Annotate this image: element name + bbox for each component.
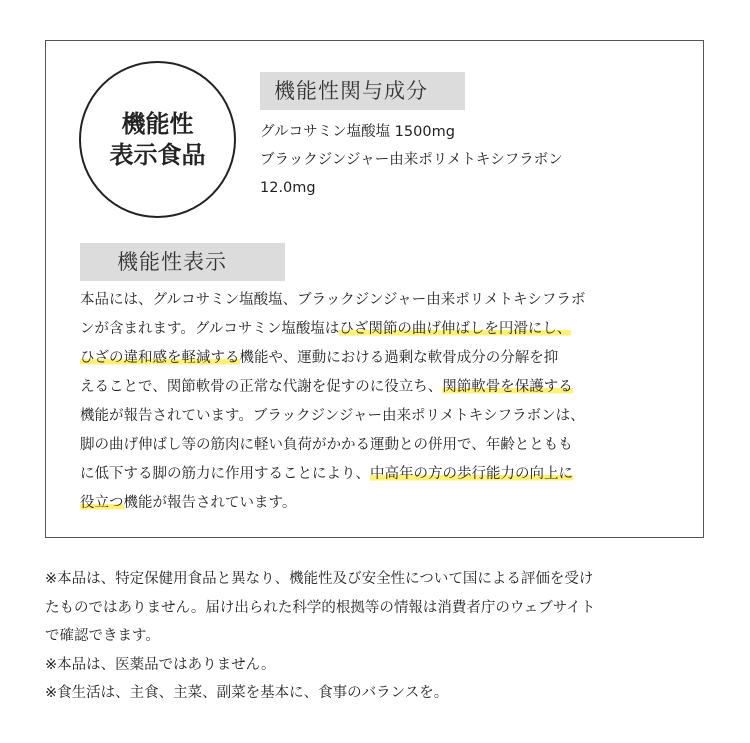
note-line: ※食生活は、主食、主菜、副菜を基本に、食事のバランスを。: [45, 685, 449, 701]
claim-line: [80, 402, 680, 431]
claim-text-segment: に低下する脚の筋力に作用することにより、: [80, 466, 370, 482]
functional-food-badge: [79, 61, 236, 218]
claim-text-segment: 機能や、運動における過剰な軟骨成分の分解を抑: [239, 350, 559, 366]
claim-text-segment: 本品には、グルコサミン塩酸塩、ブラックジンジャー由来ポリメトキシフラボ: [80, 292, 586, 308]
claim-heading: 機能性表示: [80, 243, 285, 281]
highlighted-text: 関節軟骨を保護する: [442, 379, 573, 395]
note-line: たものではありません。届け出られた科学的根拠等の情報は消費者庁のウェブサイト: [45, 599, 596, 616]
note-line: ※本品は、医薬品ではありません。: [45, 656, 276, 673]
claim-text-segment: ンが含まれます。グルコサミン塩酸塩は: [80, 321, 340, 337]
claim-line: [80, 286, 680, 315]
claim-line: [80, 489, 680, 518]
claim-text: [80, 286, 680, 518]
note-line: ※本品は、特定保健用食品と異なり、機能性及び安全性について国による評価を受け: [45, 571, 594, 587]
ingredients-heading: 機能性関与成分: [260, 72, 465, 110]
ingredient-line: グルコサミン塩酸塩 1500mg: [260, 124, 455, 140]
highlighted-text: ひざ関節の曲げ伸ばしを円滑にし、: [339, 321, 572, 337]
highlighted-text: 役立つ: [80, 495, 124, 511]
claim-line: [80, 315, 680, 344]
badge-line-2: 表示食品: [109, 140, 206, 169]
claim-line: [80, 431, 680, 460]
ingredient-line: ブラックジンジャー由来ポリメトキシフラボン: [260, 152, 563, 168]
highlighted-text: 中高年の方の歩行能力の向上に: [370, 466, 573, 482]
claim-text-segment: えることで、関節軟骨の正常な代謝を促すのに役立ち、: [80, 379, 443, 395]
claim-line: [80, 344, 680, 373]
note-line: で確認できます。: [45, 628, 160, 644]
claim-text-segment: 機能が報告されています。: [123, 495, 297, 511]
claim-line: [80, 460, 680, 489]
ingredients-list: [260, 118, 563, 202]
badge-line-1: 機能性: [121, 109, 194, 138]
notes: [45, 565, 595, 708]
claim-text-segment: 脚の曲げ伸ばし等の筋肉に軽い負荷がかかる運動との併用で、年齢とともも: [80, 437, 573, 453]
ingredient-line: 12.0mg: [260, 180, 316, 196]
claim-text-segment: 機能が報告されています。ブラックジンジャー由来ポリメトキシフラボンは、: [80, 408, 585, 424]
claim-line: [80, 373, 680, 402]
highlighted-text: ひざの違和感を軽減する: [80, 350, 240, 366]
